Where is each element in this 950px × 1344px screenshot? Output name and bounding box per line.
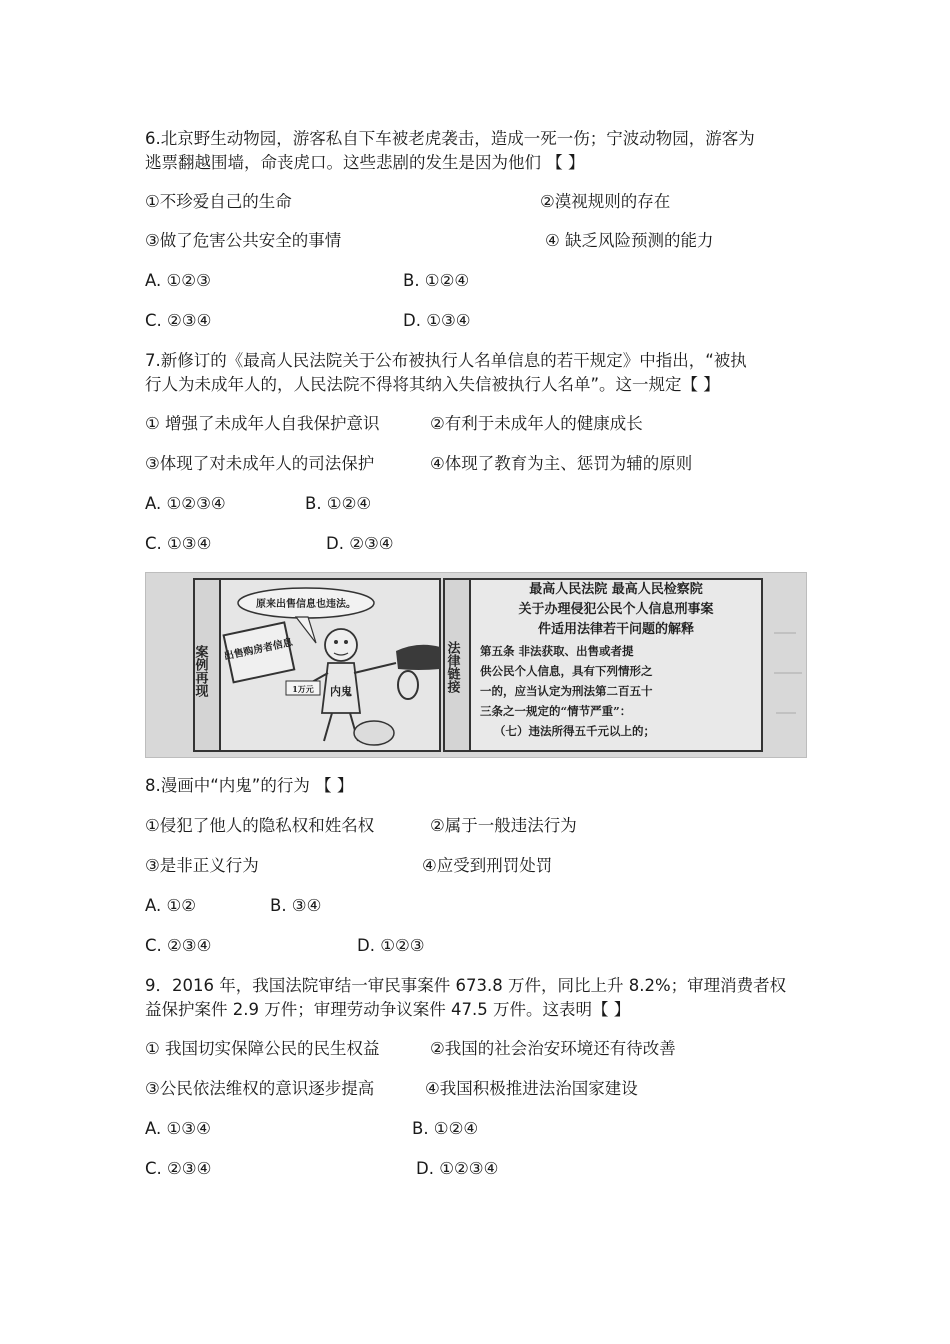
q6-item-2: ②漠视规则的存在 (540, 192, 671, 211)
q7-choice-d: D. ②③④ (326, 534, 394, 553)
q9-choice-c: C. ②③④ (145, 1159, 212, 1178)
q6-choice-b: B. ①②④ (403, 271, 470, 290)
q8-choice-d: D. ①②③ (357, 936, 425, 955)
cartoon-image (145, 572, 807, 758)
figure-head (325, 629, 357, 661)
q6-choice-c: C. ②③④ (145, 311, 212, 330)
q8-item-1: ①侵犯了他人的隐私权和姓名权 (145, 816, 375, 835)
q6-item-3: ③做了危害公共安全的事情 (145, 231, 342, 250)
sign-text: 出售购房者信息 (223, 637, 294, 663)
q7-choice-a: A. ①②③④ (145, 494, 226, 513)
q6-stem-line2: 逃票翻越围墙，命丧虎口。这些悲剧的发生是因为他们 【 】 (145, 153, 585, 172)
q7-item-1: ① 增强了未成年人自我保护意识 (145, 414, 380, 433)
q9-choice-d: D. ①②③④ (416, 1159, 499, 1178)
q7-item-2: ②有利于未成年人的健康成长 (430, 414, 643, 433)
q6-stem-line1: 6.北京野生动物园，游客私自下车被老虎袭击，造成一死一伤；宁波动物园，游客为 (145, 129, 755, 148)
case-label (193, 644, 209, 698)
law-title-3: 件适用法律若干问题的解释 (537, 622, 695, 637)
law-body-2: 供公民个人信息，具有下列情形之 (480, 664, 653, 678)
q8-item-4: ④应受到刑罚处罚 (422, 856, 553, 875)
law-title-2: 关于办理侵犯公民个人信息刑事案 (518, 602, 714, 617)
q7-stem-line2: 行人为未成年人的，人民法院不得将其纳入失信被执行人名单”。这一规定【 】 (145, 375, 720, 394)
law-label: 法律链接 (444, 641, 460, 693)
q7-stem-line1: 7.新修订的《最高人民法院关于公布被执行人名单信息的若干规定》中指出，“被执 (145, 351, 747, 370)
q9-stem-line1: 9．2016 年，我国法院审结一审民事案件 673.8 万件，同比上升 8.2%；审理消费者权 (145, 976, 787, 995)
q8-choice-a: A. ①② (145, 896, 197, 915)
q7-choice-b: B. ①②④ (305, 494, 372, 513)
q9-item-1: ① 我国切实保障公民的民生权益 (145, 1039, 380, 1058)
q9-stem-line2: 益保护案件 2.9 万件；审理劳动争议案件 47.5 万件。这表明【 】 (145, 1000, 631, 1019)
q9-choice-b: B. ①②④ (412, 1119, 479, 1138)
q8-stem: 8.漫画中“内鬼”的行为 【 】 (145, 776, 354, 795)
briber-hand (396, 645, 440, 670)
law-body-4: 三条之一规定的“情节严重”： (480, 704, 632, 718)
q6-item-4: ④ 缺乏风险预测的能力 (545, 231, 714, 250)
money-label: 1万元 (292, 684, 314, 694)
q9-item-2: ②我国的社会治安环境还有待改善 (430, 1039, 676, 1058)
q8-choice-c: C. ②③④ (145, 936, 212, 955)
speech-text: 原来出售信息也违法。 (256, 599, 356, 610)
q6-choice-a: A. ①②③ (145, 271, 211, 290)
figure-label: 内鬼 (330, 685, 352, 698)
q7-item-4: ④体现了教育为主、惩罚为辅的原则 (430, 454, 693, 473)
q6-choice-d: D. ①③④ (403, 311, 471, 330)
q7-choice-c: C. ①③④ (145, 534, 212, 553)
q8-item-2: ②属于一般违法行为 (430, 816, 577, 835)
money-bag (354, 721, 394, 745)
law-body-1: 第五条 非法获取、出售或者提 (480, 644, 634, 658)
q8-item-3: ③是非正义行为 (145, 856, 259, 875)
q9-item-3: ③公民依法维权的意识逐步提高 (145, 1079, 375, 1098)
law-body-5: （七）违法所得五千元以上的； (494, 724, 655, 738)
q6-item-1: ①不珍爱自己的生命 (145, 192, 292, 211)
q9-item-4: ④我国积极推进法治国家建设 (425, 1079, 638, 1098)
q8-choice-b: B. ③④ (270, 896, 322, 915)
law-title-1: 最高人民法院 最高人民检察院 (529, 582, 703, 597)
q7-item-3: ③体现了对未成年人的司法保护 (145, 454, 375, 473)
q9-choice-a: A. ①③④ (145, 1119, 211, 1138)
case-label-text: 案例再现 (192, 645, 208, 697)
law-body-3: 一的，应当认定为刑法第二百五十 (480, 684, 653, 698)
